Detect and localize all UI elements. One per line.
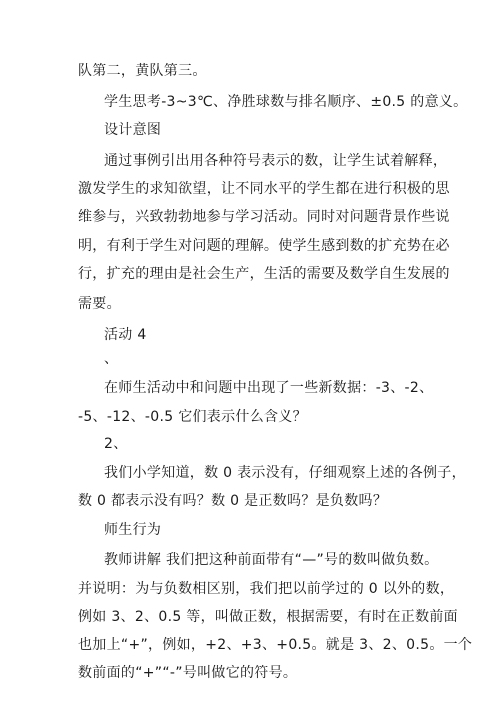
text-line-9: 需要。: [78, 296, 121, 312]
section-heading-teacher-student: 师生行为: [104, 522, 162, 538]
text-line-18: 教师讲解 我们把这种前面带有“—”号的数叫做负数。: [104, 552, 439, 568]
text-line-6: 维参与，兴致勃勃地参与学习活动。同时对问题背景作些说: [78, 209, 450, 225]
text-line-22: 数前面的“+”“-”号叫做它的符号。: [78, 665, 298, 681]
text-line-7: 明，有利于学生对问题的理解。使学生感到数的扩充势在必: [78, 238, 450, 254]
section-heading-activity-4: 活动 4: [104, 327, 147, 343]
text-line-1: 队第二，黄队第三。: [78, 63, 207, 79]
list-marker-2: 2、: [104, 436, 128, 452]
text-line-12: 在师生活动中和问题中出现了一些新数据：-3、-2、: [104, 380, 434, 396]
text-line-19: 并说明：为与负数相区别，我们把以前学过的 0 以外的数，: [78, 581, 455, 597]
list-marker: 、: [104, 351, 119, 367]
text-line-5: 激发学生的求知欲望，让不同水平的学生都在进行积极的思: [78, 181, 450, 197]
text-line-16: 数 0 都表示没有吗？数 0 是正数吗？是负数吗？: [78, 493, 388, 509]
text-line-2: 学生思考-3~3℃、净胜球数与排名顺序、±0.5 的意义。: [104, 94, 468, 110]
text-line-4: 通过事例引出用各种符号表示的数，让学生试着解释，: [104, 153, 448, 169]
text-line-15: 我们小学知道，数 0 表示没有，仔细观察上述的各例子，: [104, 465, 466, 481]
text-line-20: 例如 3、2、0.5 等，叫做正数，根据需要，有时在正数前面: [78, 609, 458, 625]
text-line-21: 也加上“+”，例如，+2、+3、+0.5。就是 3、2、0.5。一个: [78, 637, 473, 653]
section-heading-design-intent: 设计意图: [104, 122, 162, 138]
text-line-8: 行，扩充的理由是社会生产，生活的需要及数学自生发展的: [78, 266, 450, 282]
text-line-13: -5、-12、-0.5 它们表示什么含义？: [78, 409, 307, 425]
